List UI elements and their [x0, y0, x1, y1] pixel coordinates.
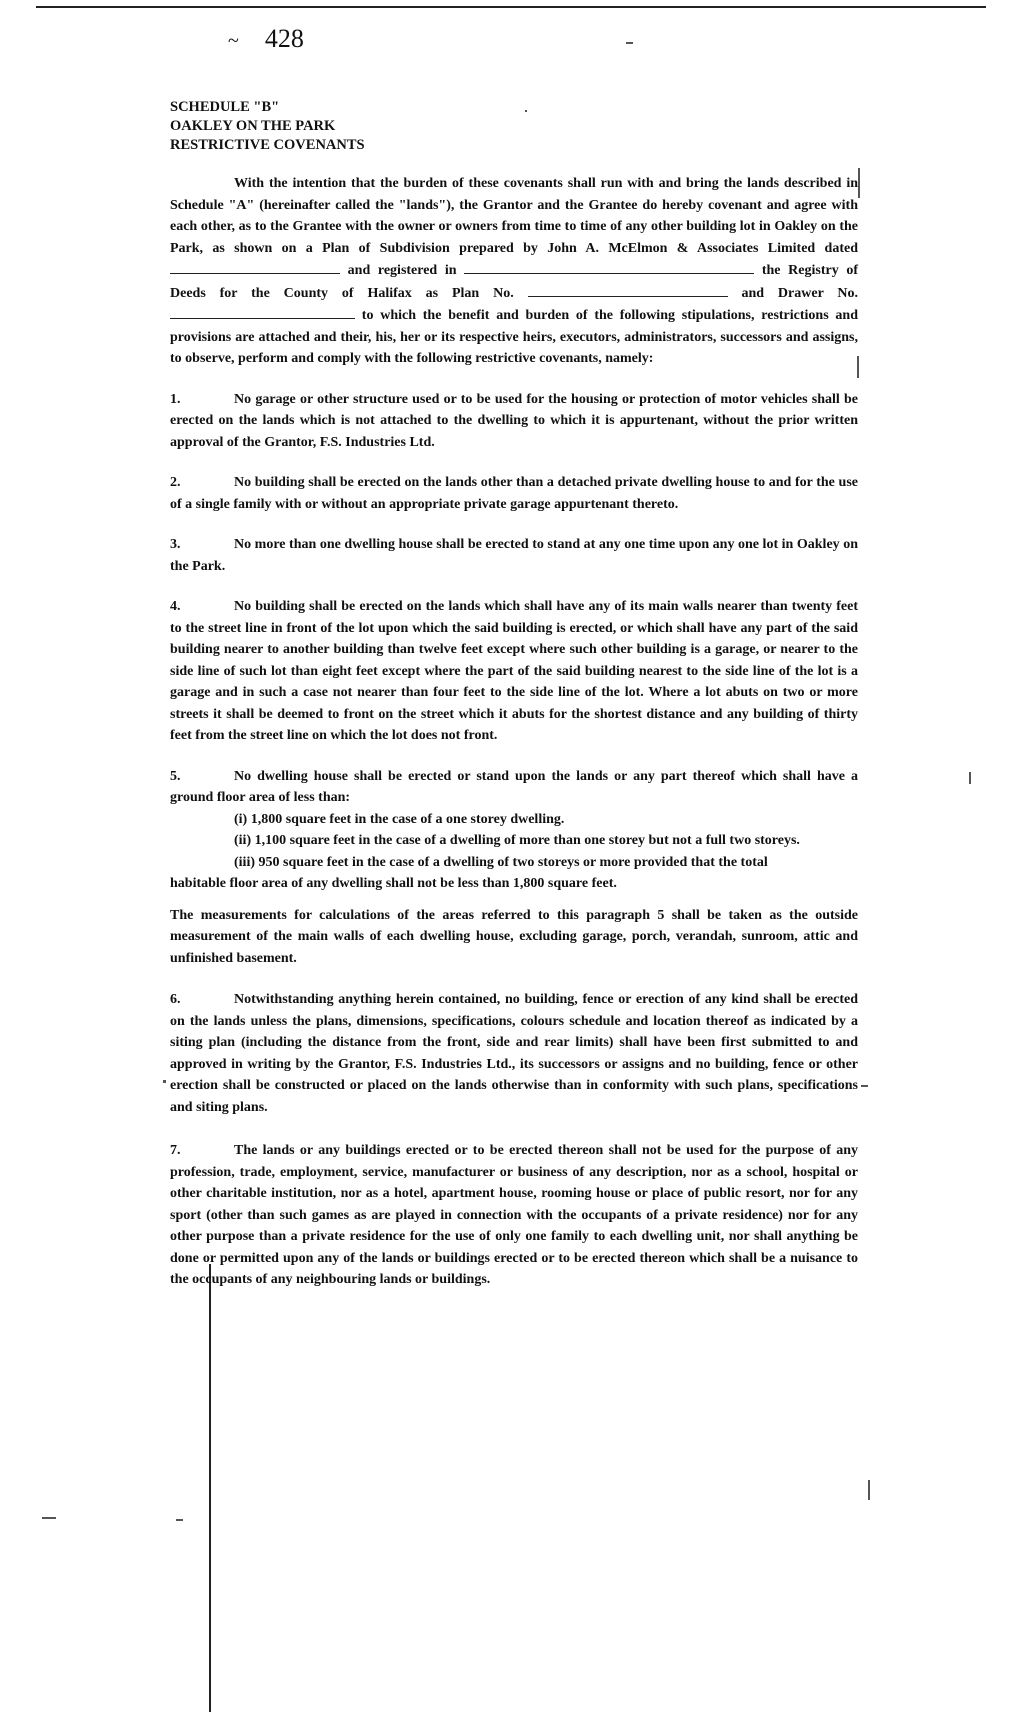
- intro-text-5: to which the benefit and burden of the following stipulations, restrictions and provisions are attached and their, his, her or its respective heirs, executors, administrators, successors and assigns, to observe, perform and comply with the following restrictive covenants, namely:: [170, 308, 859, 366]
- document-title: OAKLEY ON THE PARK: [170, 118, 336, 134]
- intro-text-2: and registered in: [347, 263, 457, 278]
- covenant-number: 6.: [170, 992, 181, 1007]
- document-body: [170, 98, 858, 1291]
- covenant-number: 7.: [170, 1143, 181, 1158]
- covenant-text: No dwelling house shall be erected or stand upon the lands or any part thereof which shall have a ground floor area of less than:: [170, 768, 858, 805]
- list-continuation: habitable floor area of any dwelling shall not be less than 1,800 square feet.: [170, 876, 617, 891]
- page-mark: ~: [228, 30, 239, 52]
- covenant-number: 4.: [170, 599, 181, 614]
- covenant-2: [170, 472, 858, 515]
- covenant-1: [170, 389, 858, 454]
- schedule-label: SCHEDULE "B": [170, 99, 280, 115]
- covenant-text: No building shall be erected on the lands other than a detached private dwelling house to and for the use of a single family with or without an appropriate private garage appurtenant thereto.: [170, 475, 858, 512]
- scan-artifact-line: [209, 1264, 211, 1712]
- document-subtitle: RESTRICTIVE COVENANTS: [170, 137, 365, 153]
- covenant-text: Notwithstanding anything herein contained, no building, fence or erection of any kind shall be erected on the lands unless the plans, dimensions, specifications, colours schedule and location thereof as indicated by a siting plan (including the distance from the front, side and rear limits) shall have been first submitted to and approved in writing by the Grantor, F.S. Industries Ltd., its successors or assigns and no building, fence or other erection shall be constructed or placed on the lands otherwise than in conformity with such plans, specifications and siting plans.: [170, 992, 858, 1115]
- date-blank: [170, 259, 340, 274]
- intro-text-3: the Registry of Deeds for the County of Halifax as Plan No.: [170, 263, 859, 301]
- registered-blank: [464, 259, 754, 274]
- covenant-6: [170, 989, 858, 1118]
- top-border-line: [36, 6, 986, 8]
- intro-text-1: With the intention that the burden of these covenants shall run with and bring the lands described in Schedule "A" (hereinafter called the "lands"), the Grantor and the Grantee do hereby covenant and agree with each other, as to the Grantee with the owner or owners from time to time of any other building lot in Oakley on the Park, as shown on a Plan of Subdivision prepared by John A. McElmon & Associates Limited dated: [170, 176, 858, 256]
- covenant-text: No more than one dwelling house shall be erected to stand at any one time upon any one lot in Oakley on the Park.: [170, 537, 858, 574]
- covenant-text: No building shall be erected on the lands which shall have any of its main walls nearer than twenty feet to the street line in front of the lot upon which the said building is erected, or which shall have any part of the said building nearer to another building than twelve feet except where such other building is a garage, or nearer to the side line of such lot than eight feet except where the part of the said building nearest to the side line of the lot is a garage and in such a case not nearer than four feet to the side line of the lot. Where a lot abuts on two or more streets it shall be deemed to front on the street which it abuts for the shortest distance and any building of thirty feet from the street line on which the lot does not front.: [170, 599, 858, 743]
- document-heading: [170, 98, 858, 155]
- covenant-number: 3.: [170, 537, 181, 552]
- covenant-number: 1.: [170, 391, 181, 407]
- measurement-note: The measurements for calculations of the areas referred to this paragraph 5 shall be taken as the outside measurement of the main walls of each dwelling house, excluding garage, porch, verandah, sunroom, attic and unfinished basement.: [170, 907, 858, 966]
- list-item: (i) 1,800 square feet in the case of a one storey dwelling.: [234, 811, 565, 827]
- covenant-number: 2.: [170, 475, 181, 490]
- intro-text-4: and Drawer No.: [741, 285, 859, 301]
- covenant-text: No garage or other structure used or to be used for the housing or protection of motor vehicles shall be erected on the lands which is not attached to the dwelling to which it is appurtenant, without the prior written approval of the Grantor, F.S. Industries Ltd.: [170, 391, 858, 450]
- list-item: (iii) 950 square feet in the case of a dwelling of two storeys or more provided that the total: [234, 854, 768, 870]
- covenant-4: [170, 596, 858, 747]
- covenant-3: [170, 534, 858, 577]
- floor-area-list: [234, 809, 858, 874]
- plan-number-blank: [528, 282, 728, 297]
- covenant-text: The lands or any buildings erected or to be erected thereon shall not be used for the purpose of any profession, trade, employment, service, manufacturer or business of any description, nor as a school, hospital or other charitable institution, nor as a hotel, apartment house, rooming house or place of public resort, nor for any sport (other than such games as are played in connection with the occupants of a private residence) nor for any other purpose than a private residence for the use of only one family to each dwelling unit, nor shall anything be done or permitted upon any of the lands or buildings erected or to be erected thereon which shall be a nuisance to the occupants of any neighbouring lands or buildings.: [170, 1143, 858, 1287]
- page-number: [228, 24, 304, 54]
- list-item: (ii) 1,100 square feet in the case of a dwelling of more than one storey but not a full two storeys.: [234, 833, 800, 848]
- intro-paragraph: [170, 173, 858, 370]
- covenant-number: 5.: [170, 768, 181, 784]
- page-number-value: 428: [264, 24, 304, 53]
- covenant-7: [170, 1140, 858, 1291]
- covenant-5: [170, 766, 858, 970]
- drawer-number-blank: [170, 304, 355, 319]
